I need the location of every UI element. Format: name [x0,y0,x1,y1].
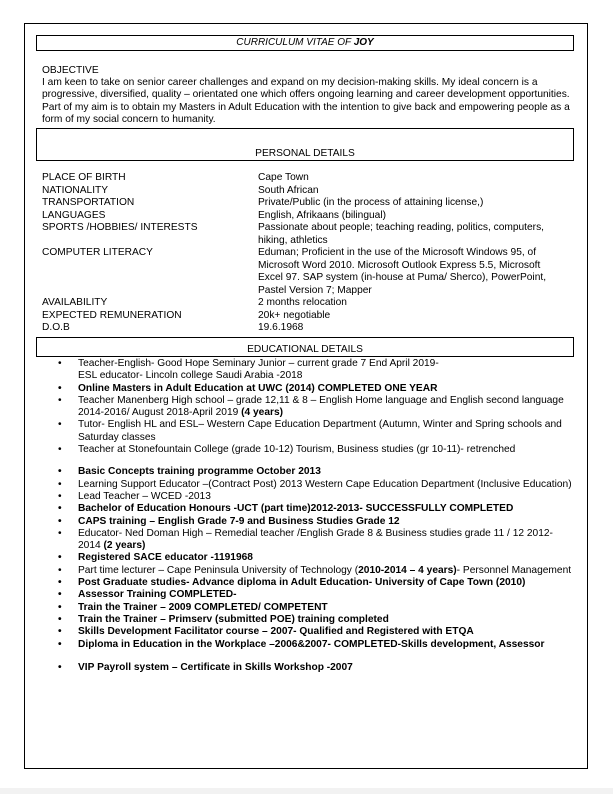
education-item-text: Bachelor of Education Honours -UCT (part time)2012-2013- SUCCESSFULLY COMPLETED [78,503,514,515]
education-item [42,552,572,564]
education-item-text: Part time lecturer – Cape Peninsula University of Technology ( [78,564,359,576]
education-item [42,419,572,444]
personal-details-header [36,128,574,161]
education-item-duration: (4 years) [241,407,284,419]
education-item [42,565,572,577]
detail-value: South African [258,184,319,196]
education-item [42,444,572,456]
education-item [42,383,572,395]
education-item-text: Lead Teacher – WCED -2013 [78,490,211,502]
education-item [42,626,572,638]
detail-label: LANGUAGES [42,209,106,221]
detail-value: 2 months relocation [258,297,347,308]
education-item [42,577,572,589]
detail-label: TRANSPORTATION [42,197,135,208]
education-item-text: Educator- Ned Doman High – Remedial teacher /English Grade 8 & Business studies grade 11 / 12 2012-2014 [78,527,553,552]
detail-label: EXPECTED REMUNERATION [42,309,182,321]
education-item-text: Basic Concepts training programme October 2013 [78,466,321,478]
educational-details-heading: EDUCATIONAL DETAILS [247,344,363,355]
detail-value: Private/Public (in the process of attaining license,) [258,197,484,208]
education-item [42,614,572,626]
cv-title-prefix: CURRICULUM VITAE OF [236,37,354,48]
education-item [42,479,572,491]
detail-row [42,172,572,185]
education-item-text: Teacher-English- Good Hope Seminary Junior – current grade 7 End April 2019- [78,358,439,369]
detail-label: NATIONALITY [42,184,109,196]
detail-value: Eduman; Proficient in the use of the Microsoft Windows 95, of Microsoft Word 2010. Microsoft Outlook Express 5.5, Microsoft Excel 97. SAP system (in-house at Puma/ Sherco), PowerPoint, Pastel Version 7; Mapper [258,247,547,296]
education-item-text: CAPS training – English Grade 7-9 and Business Studies Grade 12 [78,515,400,527]
education-item-text: Post Graduate studies- Advance diploma in Adult Education- University of Cape Town (2010) [78,577,526,589]
objective-text: I am keen to take on senior career challenges and expand on my decision-making skills. My ideal concern is a progressive, diversified, quality – orientated one which offers ongoing learning and career development opportunities. Part of my aim is to obtain my Masters in Adult Education with the intention to give back and empowering people as a form of my social concern to humanity. [42,77,570,125]
educational-details-header [36,337,574,357]
education-item [42,466,572,478]
detail-row [42,310,572,323]
cv-title [36,35,574,51]
education-item-text: Teacher at Stonefountain College (grade 10-12) Tourism, Business studies (gr 10-11)- retrenched [78,444,516,456]
detail-label: COMPUTER LITERACY [42,247,153,258]
detail-label: D.O.B [42,322,70,333]
education-item [42,491,572,503]
detail-row [42,197,572,210]
education-item-text: Train the Trainer – Primserv (submitted POE) training completed [78,613,389,625]
education-item-text: Diploma in Education in the Workplace –2006&2007- COMPLETED-Skills development, Assessor [78,638,545,650]
education-item [42,589,572,601]
education-item-text: Learning Support Educator –(Contract Post) 2013 Western Cape Education Department (Inclusive Education) [78,478,572,490]
detail-label: SPORTS /HOBBIES/ INTERESTS [42,222,198,233]
education-item [42,528,572,553]
education-item [42,662,572,674]
detail-row [42,297,572,310]
education-item [42,395,572,420]
detail-value: Cape Town [258,172,309,183]
education-item-duration: (2 years) [103,540,146,552]
education-item-text: Train the Trainer – 2009 COMPLETED/ COMPETENT [78,601,328,613]
cv-title-name: JOY [353,37,374,48]
education-item-text: Teacher Manenberg High school – grade 12,11 & 8 – English Home language and English second language 2014-2016/ August 2018-April 2019 [78,394,564,419]
education-item [42,639,572,651]
education-item-text: Registered SACE educator -1191968 [78,552,253,564]
detail-row [42,247,572,297]
education-item-emphasis: 2010-2014 – 4 years) [358,564,457,576]
detail-label: AVAILABILITY [42,297,108,308]
education-item [42,503,572,515]
education-item [42,358,572,383]
detail-value: 19.6.1968 [258,322,304,333]
objective-heading: OBJECTIVE [42,65,99,76]
education-item-text-continued: - Personnel Management [456,564,572,576]
objective-section [42,65,572,126]
education-item [42,602,572,614]
education-item-text: Skills Development Facilitator course – 2007- Qualified and Registered with ETQA [78,626,474,638]
detail-value: Passionate about people; teaching reading, politics, computers, hiking, athletics [258,222,544,246]
education-list [42,358,572,674]
education-item-second-line: ESL educator- Lincoln college Saudi Arabia -2018 [78,370,303,382]
education-item-text: Tutor- English HL and ESL– Western Cape Education Department (Autumn, Winter and Spring schools and Saturday classes [78,419,562,443]
education-item-text: VIP Payroll system – Certificate in Skills Workshop -2007 [78,661,353,673]
detail-value: 20k+ negotiable [258,309,331,321]
education-item-text: Assessor Training COMPLETED- [78,589,237,601]
detail-label: PLACE OF BIRTH [42,172,126,183]
detail-value: English, Afrikaans (bilingual) [258,209,386,221]
personal-details-table [42,172,572,335]
education-item [42,516,572,528]
detail-row [42,222,572,247]
detail-row [42,210,572,223]
detail-row [42,185,572,198]
personal-details-heading: PERSONAL DETAILS [255,148,355,159]
education-item-text: Online Masters in Adult Education at UWC (2014) COMPLETED ONE YEAR [78,382,438,394]
detail-row [42,322,572,335]
